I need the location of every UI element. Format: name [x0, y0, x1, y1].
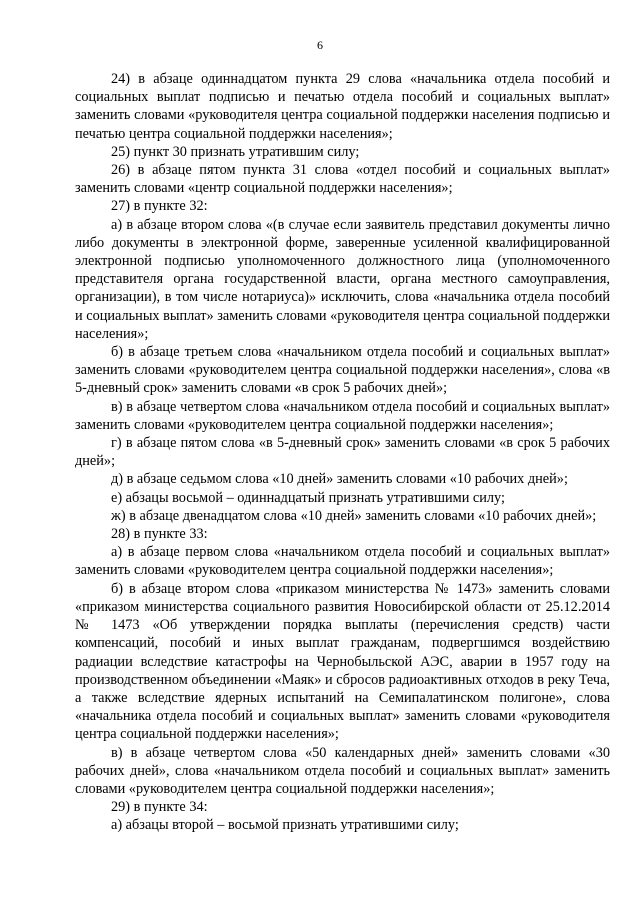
paragraph-item-29: 29) в пункте 34: [111, 799, 208, 816]
paragraph-item-27: 27) в пункте 32: [111, 198, 208, 215]
paragraph-item-24: 24) в абзаце одиннадцатом пункта 29 слова «начальника отдела пособий и социальных выплат подписью и печатью отдела пособий и социальных выплат» заменить словами «руководителя центра социальной поддержки населения подписью и печатью центра социальной поддержки населения»; [75, 71, 610, 142]
paragraph-item-26: 26) в абзаце пятом пункта 31 слова «отдел пособий и социальных выплат» заменить словами «центр социальной поддержки населения»; [75, 162, 610, 197]
page-number: 6 [317, 38, 323, 52]
paragraph-item-29a: а) абзацы второй – восьмой признать утратившими силу; [111, 817, 459, 834]
paragraph-item-27g: г) в абзаце пятом слова «в 5-дневный срок» заменить словами «в срок 5 рабочих дней»; [75, 435, 610, 470]
paragraph-item-27a: а) в абзаце втором слова «(в случае если заявитель представил документы лично либо документы в электронной форме, заверенные усиленной квалифицированной электронной подписью уполномоченного должностного лица (уполномоченного представителя органа государственной власти, органа местного самоуправления, организации), в том числе нотариуса)» исключить, слова «начальника отдела пособий и социальных выплат» заменить словами «руководителя центра социальной поддержки населения»; [75, 216, 610, 342]
paragraph-item-25: 25) пункт 30 признать утратившим силу; [111, 143, 360, 160]
paragraph-item-28b: б) в абзаце втором слова «приказом министерства № 1473» заменить словами «приказом министерства социального развития Новосибирской области от 25.12.2014 № 1473 «Об утверждении порядка выплаты (перечисления средств) части компенсаций, пособий и иных выплат гражданам, подвергшимся воздействию радиации вследствие катастрофы на Чернобыльской АЭС, аварии в 1957 году на производственном объединении «Маяк» и сбросов радиоактивных отходов в реку Теча, а также вследствие ядерных испытаний на Семипалатинском полигоне», слова «начальника отдела пособий и социальных выплат» заменить словами «руководителя центра социальной поддержки населения»; [75, 580, 610, 743]
paragraph-item-27b: б) в абзаце третьем слова «начальником отдела пособий и социальных выплат» заменить словами «руководителем центра социальной поддержки населения», слова «в 5-дневный срок» заменить словами «в срок 5 рабочих дней»; [75, 344, 610, 397]
paragraph-item-28v: в) в абзаце четвертом слова «50 календарных дней» заменить словами «30 рабочих дней», слова «начальником отдела пособий и социальных выплат» заменить словами «руководителем центра социальной поддержки населения»; [75, 744, 610, 797]
paragraph-item-27zh: ж) в абзаце двенадцатом слова «10 дней» заменить словами «10 рабочих дней»; [111, 507, 597, 524]
document-body [75, 70, 610, 835]
paragraph-item-27v: в) в абзаце четвертом слова «начальником отдела пособий и социальных выплат» заменить словами «руководителем центра социальной поддержки населения»; [75, 398, 610, 433]
paragraph-item-28a: а) в абзаце первом слова «начальником отдела пособий и социальных выплат» заменить словами «руководителем центра социальной поддержки населения»; [75, 544, 610, 579]
paragraph-item-27e: е) абзацы восьмой – одиннадцатый признать утратившими силу; [111, 489, 505, 506]
paragraph-item-28: 28) в пункте 33: [111, 526, 208, 543]
paragraph-item-27d: д) в абзаце седьмом слова «10 дней» заменить словами «10 рабочих дней»; [111, 471, 568, 488]
